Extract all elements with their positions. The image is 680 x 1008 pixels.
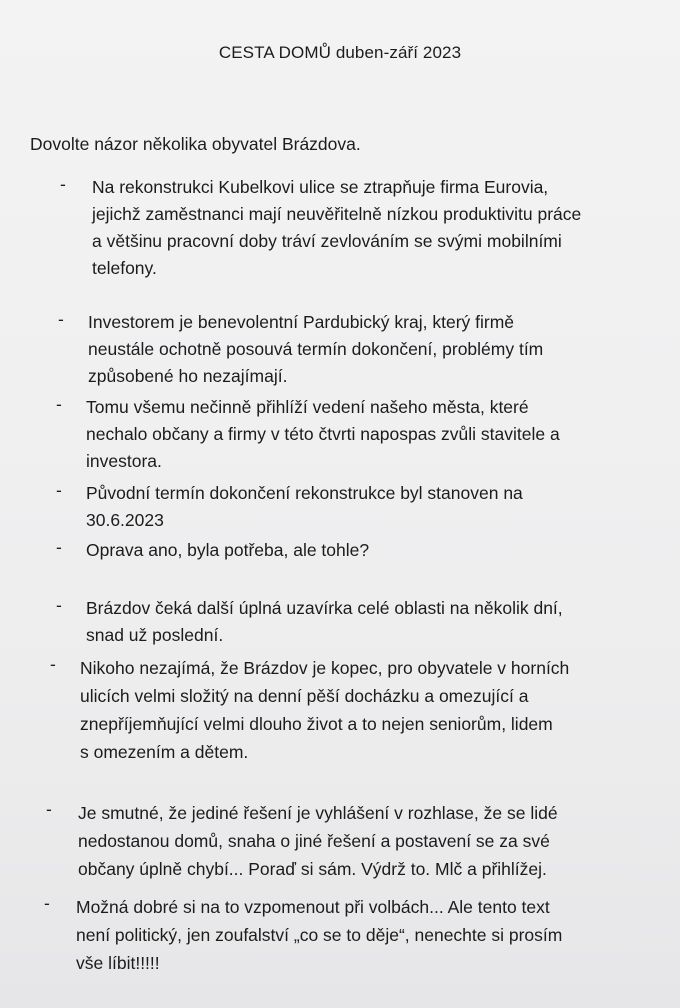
text-line: telefony. (92, 258, 157, 278)
list-item (44, 893, 562, 977)
list-item-text (86, 537, 369, 564)
list-item-text (86, 595, 563, 649)
list-item (60, 174, 581, 282)
intro-paragraph: Dovolte názor několika obyvatel Brázdova. (30, 134, 361, 154)
text-line: Možná dobré si na to vzpomenout při volbách... Ale tento text (76, 897, 550, 917)
text-line: investora. (86, 451, 162, 471)
text-line: znepříjemňující velmi dlouho život a to nejen seniorům, lidem (80, 714, 553, 734)
text-line: Na rekonstrukci Kubelkovi ulice se ztrapňuje firma Eurovia, (92, 177, 549, 197)
bullet-dash: - (50, 654, 56, 674)
list-item (56, 537, 369, 564)
list-item-text (78, 799, 558, 883)
list-item (56, 480, 523, 534)
text-line: 30.6.2023 (86, 510, 164, 530)
bullet-dash: - (56, 595, 62, 615)
list-item-text (80, 654, 569, 766)
bullet-dash: - (56, 480, 62, 500)
text-line: Brázdov čeká další úplná uzavírka celé oblasti na několik dní, (86, 598, 563, 618)
text-line: Investorem je benevolentní Pardubický kraj, který firmě (88, 312, 515, 332)
list-item (56, 394, 560, 475)
text-line: Nikoho nezajímá, že Brázdov je kopec, pro obyvatele v horních (80, 658, 570, 678)
list-item-text (92, 174, 581, 282)
text-line: a většinu pracovní doby tráví zevlováním se svými mobilními (92, 231, 562, 251)
bullet-dash: - (60, 174, 66, 194)
list-item-text (76, 893, 562, 977)
text-line: nechalo občany a firmy v této čtvrti napospas zvůli stavitele a (86, 424, 560, 444)
text-line: nedostanou domů, snaha o jiné řešení a postavení se za své (78, 831, 550, 851)
text-line: Oprava ano, byla potřeba, ale tohle? (86, 540, 370, 560)
list-item (50, 654, 569, 766)
text-line: občany úplně chybí... Poraď si sám. Výdrž to. Mlč a přihlížej. (78, 859, 547, 879)
bullet-dash: - (56, 394, 62, 414)
bullet-dash: - (58, 309, 64, 329)
text-line: snad už poslední. (86, 625, 224, 645)
list-item (56, 595, 563, 649)
text-line: není politický, jen zoufalství „co se to děje“, nenechte si prosím (76, 925, 563, 945)
list-item (58, 309, 543, 390)
text-line: Je smutné, že jediné řešení je vyhlášení v rozhlase, že se lidé (78, 803, 558, 823)
document-title: CESTA DOMŮ duben-září 2023 (218, 43, 462, 62)
text-line: Původní termín dokončení rekonstrukce byl stanoven na (86, 483, 523, 503)
bullet-dash: - (44, 893, 50, 913)
text-line: vše líbit!!!!! (76, 953, 160, 973)
text-line: ulicích velmi složitý na denní pěší docházku a omezující a (80, 686, 529, 706)
list-item (46, 799, 558, 883)
text-line: Tomu všemu nečinně přihlíží vedení našeho města, které (86, 397, 529, 417)
text-line: jejichž zaměstnanci mají neuvěřitelně nízkou produktivitu práce (92, 204, 582, 224)
bullet-dash: - (56, 537, 62, 557)
list-item-text (88, 309, 543, 390)
text-line: neustále ochotně posouvá termín dokončení, problémy tím (88, 339, 544, 359)
list-item-text (86, 394, 560, 475)
text-line: způsobené ho nezajímají. (88, 366, 288, 386)
list-item-text (86, 480, 523, 534)
text-line: s omezením a dětem. (80, 742, 249, 762)
bullet-dash: - (46, 799, 52, 819)
